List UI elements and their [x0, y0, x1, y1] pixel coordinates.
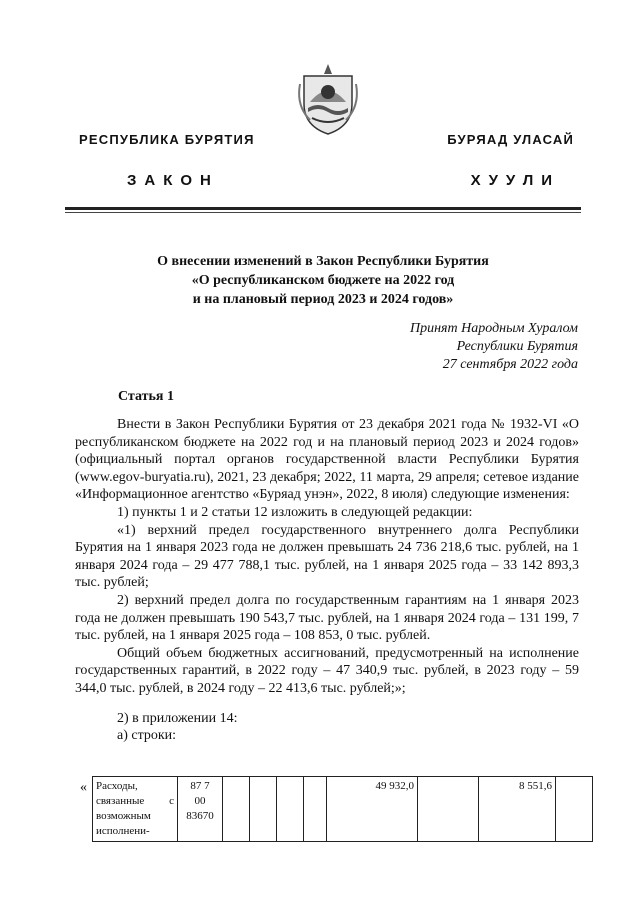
- title-line: О внесении изменений в Закон Республики Бурятия: [157, 254, 489, 269]
- paragraph: 2) верхний предел долга по государственным гарантиям на 1 января 2023 года не должен превышать 190 543,7 тыс. рублей, на 1 января 2024 года – 131 199, 7 тыс. рублей, на 1 января 2025 года – 108 853, 0 тыс. рублей.: [75, 592, 579, 644]
- republic-name-russian: РЕСПУБЛИКА БУРЯТИЯ: [79, 132, 255, 147]
- paragraph: «1) верхний предел государственного внутреннего долга Республики Бурятия на 1 января 2023 года не должен превышать 24 736 218,6 тыс. рублей, на 1 января 2024 года – 29 477 788,1 тыс. рублей, на 1 января 2025 года – 33 142 893,3 тыс. рублей;: [75, 522, 579, 591]
- adoption-note: [410, 320, 578, 374]
- adoption-line: Принят Народным Хуралом: [409, 321, 578, 336]
- empty-cell: [223, 777, 250, 842]
- title-line: «О республиканском бюджете на 2022 год: [191, 273, 455, 288]
- paragraph: 2) в приложении 14:: [117, 710, 238, 726]
- paragraph: 1) пункты 1 и 2 статьи 12 изложить в следующей редакции:: [117, 504, 473, 520]
- code-part: 00: [194, 795, 206, 807]
- paragraph: Общий объем бюджетных ассигнований, предусмотренный на исполнение государственных гарантий, в 2022 году – 47 340,9 тыс. рублей, в 2023 году – 59 344,0 тыс. рублей, в 2024 году – 22 413,6 тыс. рублей;»;: [75, 645, 579, 696]
- law-label-russian: ЗАКОН: [127, 172, 219, 189]
- value-cell-2023: 8 551,6: [479, 777, 556, 842]
- title-line: и на плановый период 2023 и 2024 годов»: [192, 292, 454, 307]
- empty-cell: [556, 777, 593, 842]
- code-part: 83670: [186, 810, 214, 822]
- empty-cell: [304, 777, 327, 842]
- code-part: 87 7: [190, 780, 210, 792]
- header-divider-thin: [65, 212, 581, 213]
- republic-name-buryat: БУРЯАД УЛАСАЙ: [447, 132, 574, 147]
- paragraph: а) строки:: [117, 728, 177, 744]
- header-divider-thick: [65, 207, 581, 210]
- empty-cell: [250, 777, 277, 842]
- article-body: [75, 416, 579, 745]
- paragraph: Внести в Закон Республики Бурятия от 23 декабря 2021 года № 1932-VI «О республиканском бюджете на 2022 год и на плановый период 2023 и 2024 годов» (официальный портал органов государственной власти Республики Бурятия (www.egov-buryatia.ru), 2021, 23 декабря; 2022, 11 марта, 29 апреля; сетевое издание «Информационное агентство «Буряад унэн», 2022, 8 июля) следующие изменения:: [75, 417, 579, 503]
- document-title: [80, 252, 566, 309]
- coat-of-arms-emblem: [296, 60, 360, 136]
- adoption-line: Республики Бурятия: [456, 339, 578, 354]
- budget-table: [92, 776, 593, 842]
- row-name-cell: Расходы, связанные с возможным исполнени-: [93, 777, 178, 842]
- law-label-buryat: ХУУЛИ: [470, 172, 560, 189]
- article-heading: Статья 1: [118, 389, 174, 404]
- row-code-cell: [178, 777, 223, 842]
- adoption-date: 27 сентября 2022 года: [442, 357, 578, 372]
- table-row: [93, 777, 593, 842]
- table-open-quote: «: [80, 780, 87, 795]
- empty-cell: [418, 777, 479, 842]
- empty-cell: [277, 777, 304, 842]
- value-cell-2022: 49 932,0: [327, 777, 418, 842]
